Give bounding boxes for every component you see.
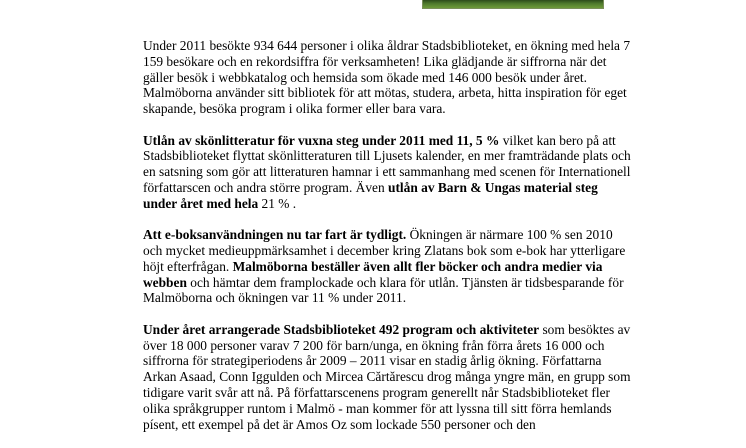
document-body — [143, 38, 633, 448]
paragraph-visitors — [143, 38, 633, 117]
text-run: som besöktes av över 18 000 personer varav 7 200 för barn/unga, en ökning från förra årets 16 000 och siffrorna för strategiperiodens år 2009 – 2011 visar en stadig årlig ökning. Författarna Arkan Asaad, Conn Iggulden och Mircea Cărtărescu drog många yngre män, en grupp som tidigare varit svår att nå. På författarscenens program generellt når Stadsbiblioteket fler olika språkgrupper runtom i Malmö - man kommer för att lyssna till sitt förra hemlands písent, ett exempel på det är Amos Oz som lockade 550 personer och den — [143, 321, 631, 432]
bold-run: utlån av Barn & Ungas material steg under året med hela — [143, 179, 598, 211]
text-run: och hämtar dem framplockade och klara för utlån. Tjänsten är tidsbesparande för Malmöborna och ökningen var 11 % under 2011. — [143, 274, 624, 306]
bold-run: Att e-boksanvändningen nu tar fart är tydligt. — [143, 227, 407, 243]
bold-run: Utlån av skönlitteratur för vuxna steg under 2011 med 11, 5 % — [143, 132, 500, 148]
text-run: vilket kan bero på att Stadsbiblioteket flyttat skönlitteraturen till Ljusets kalender, en mer framträdande plats och en satsning som gör att litteraturen hamnar i ett sammanhang med scenen för Internationell författarscen och andra större program. Även — [143, 132, 631, 195]
paragraph-ebooks — [143, 227, 633, 306]
paragraph-fiction-loans — [143, 133, 633, 212]
bold-run: Under året arrangerade Stadsbiblioteket 492 program och aktiviteter — [143, 321, 540, 337]
header-photo — [422, 0, 604, 9]
text-run: Ökningen är närmare 100 % sen 2010 och mycket medieuppmärksamhet i december kring Zlatans bok som e-bok har ytterligare höjt efterfrågan. — [143, 227, 626, 274]
paragraph-programs — [143, 322, 633, 433]
text-run: Under 2011 besökte 934 644 personer i olika åldrar Stadsbiblioteket, en ökning med hela 7 159 besökare och en rekordsiffra för verksamheten! Lika glädjande är siffrorna när det gäller besök i webbkatalog och hemsida som ökade med 146 000 besök under året. Malmöborna använder sitt bibliotek för att mötas, studera, arbeta, hitta inspiration för eget skapande, besöka program i olika former eller bara vara. — [143, 38, 631, 117]
text-run: 21 % . — [258, 195, 297, 211]
bold-run: Malmöborna beställer även allt fler böcker och andra medier via webben — [143, 258, 603, 290]
